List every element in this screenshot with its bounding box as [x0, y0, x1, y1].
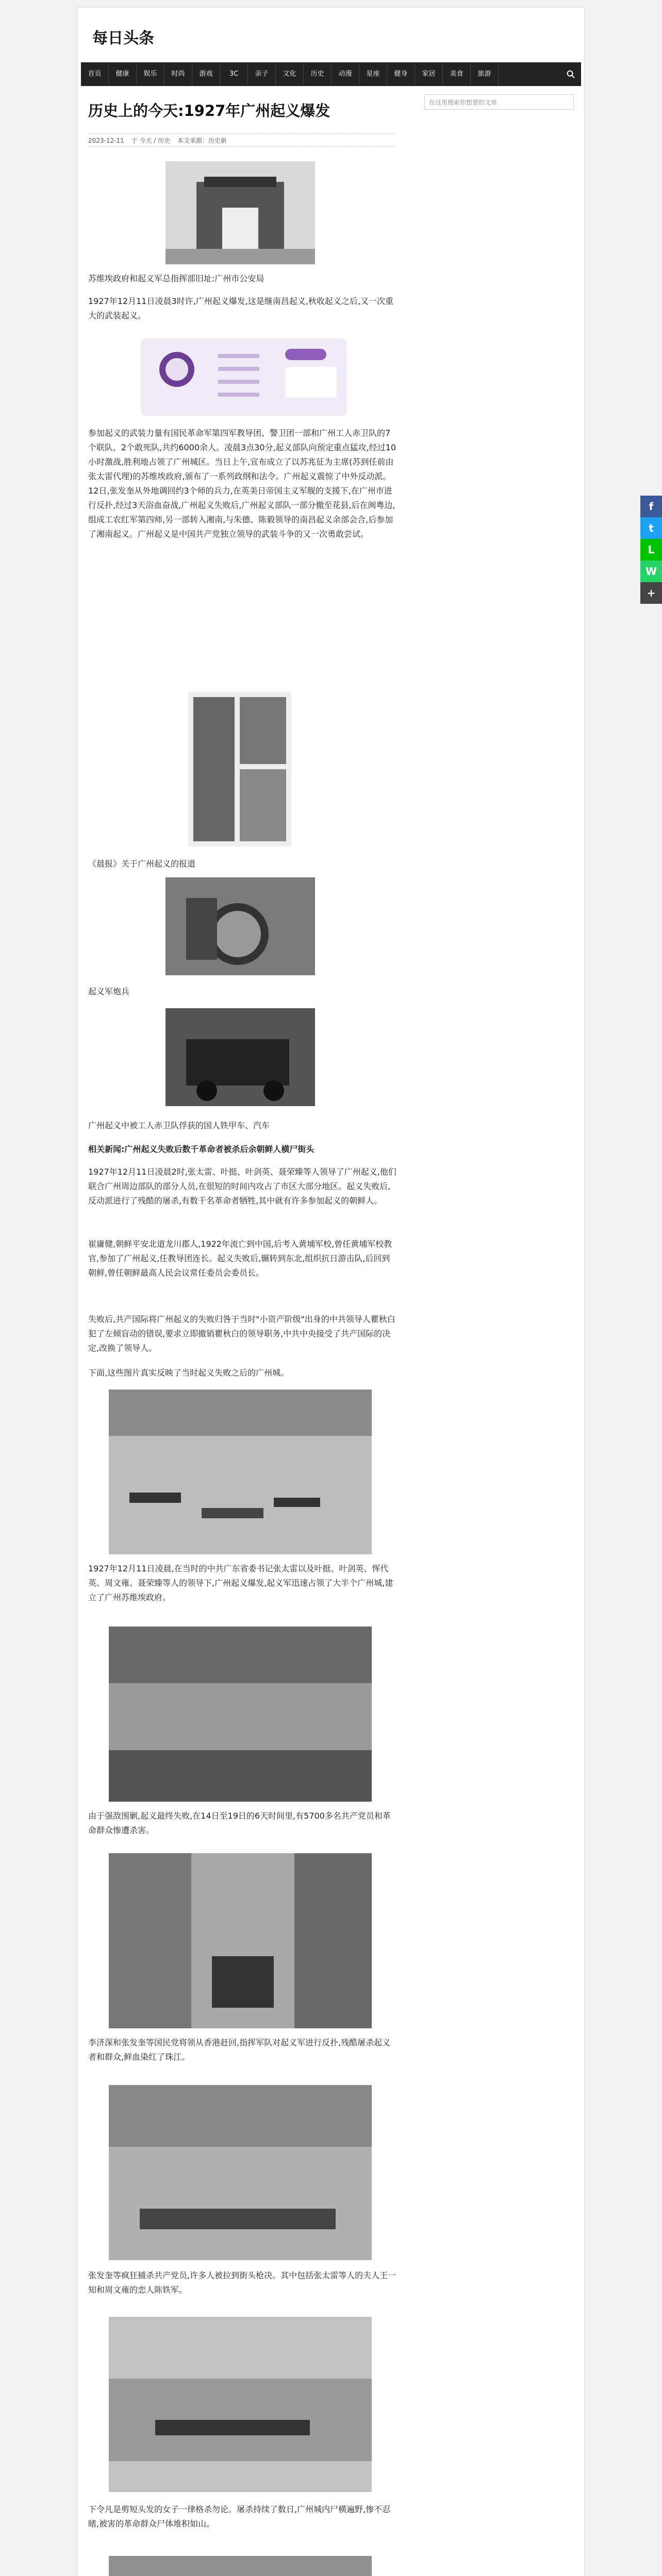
article-paragraph: 崔庸健,朝鲜平安北道龙川郡人,1922年流亡到中国,后考入黄埔军校,曾任黄埔军校教官,参加了广州起义,任教导团连长。起义失败后,辗转到东北,组织抗日游击队,后回到朝鲜,曾任朝鲜最高人民会议常任委员会委员长。	[88, 1239, 392, 1278]
article-paragraph: 1927年12月11日凌晨,在当时的中共广东省委书记张太雷以及叶挺、叶剑英、恽代英、周文雍、聂荣臻等人的领导下,广州起义爆发,起义军迅速占领了大半个广州城,建立了广州苏维埃政府。	[88, 1564, 393, 1602]
image-caption: 《晨报》关于广州起义的报道	[88, 859, 196, 869]
more-share-icon[interactable]: +	[640, 582, 662, 604]
main-nav	[81, 62, 581, 86]
site-header	[78, 8, 584, 62]
article-image	[188, 692, 291, 846]
nav-item[interactable]: 游戏	[192, 62, 220, 86]
nav-item[interactable]: 健康	[109, 62, 137, 86]
line-share-icon[interactable]: L	[640, 539, 662, 561]
article-image	[166, 1008, 315, 1106]
article-source: 本文来源：历史新	[177, 137, 227, 144]
article-date: 2023-12-11	[88, 137, 124, 144]
article-meta	[88, 133, 395, 147]
nav-item[interactable]: 星座	[359, 62, 387, 86]
nav-item[interactable]: 亲子	[248, 62, 276, 86]
nav-item[interactable]: 家居	[415, 62, 443, 86]
nav-item[interactable]: 娱乐	[137, 62, 164, 86]
related-news-link[interactable]: 相关新闻:广州起义失败后数千革命者被杀后余朝鲜人横尸街头	[88, 1144, 315, 1154]
twitter-share-icon[interactable]: t	[640, 517, 662, 539]
nav-item[interactable]: 旅游	[471, 62, 499, 86]
nav-item[interactable]: 首页	[81, 62, 109, 86]
article-paragraph: 下面,这些图片真实反映了当时起义失败之后的广州城。	[88, 1368, 289, 1378]
zodiac-infographic	[141, 338, 347, 416]
whatsapp-share-icon[interactable]: W	[640, 561, 662, 582]
page-container	[77, 7, 585, 2576]
article-image	[109, 2317, 372, 2492]
sidebar	[424, 94, 574, 110]
article-paragraph: 张发奎等疯狂捕杀共产党员,许多人被拉到街头枪决。其中包括张太雷等人的夫人王一知和周文雍的恋人陈铁军。	[88, 2270, 396, 2295]
image-caption: 广州起义中被工人赤卫队俘获的国人铁甲车、汽车	[88, 1121, 270, 1130]
article-title: 历史上的今天:1927年广州起义爆发	[88, 102, 330, 120]
nav-item[interactable]: 文化	[276, 62, 304, 86]
nav-item[interactable]: 历史	[304, 62, 332, 86]
article-paragraph: 失败后,共产国际将广州起义的失败归咎于当时"小资产阶级"出身的中共领导人瞿秋白犯了左倾盲动的错误,要求立即撤销瞿秋白的领导职务,中共中央接受了共产国际的决定,改换了领导人。	[88, 1314, 395, 1353]
article-paragraph: 1927年12月11日凌晨2时,张太雷、叶挺、叶剑英、聂荣臻等人领导了广州起义,他们联合广州周边部队的部分人员,在很短的时间内攻占了市区大部分地区。起义失败后,反动派进行了残酷的屠杀,有数千名革命者牺牲,其中就有许多参加起义的朝鲜人。	[88, 1167, 396, 1206]
article-image	[109, 1853, 372, 2028]
facebook-share-icon[interactable]: f	[640, 496, 662, 517]
article-paragraph: 1927年12月11日凌晨3时许,广州起义爆发,这是继南昌起义,秋收起义之后,又一次重大的武装起义。	[88, 296, 393, 320]
image-caption: 起义军炮兵	[88, 987, 130, 996]
nav-item[interactable]: 时尚	[164, 62, 192, 86]
article-image	[109, 2085, 372, 2260]
article-paragraph: 由于强敌围剿,起义最终失败,在14日至19日的6天时间里,有5700多名共产党员和革命群众惨遭杀害。	[88, 1811, 391, 1835]
article-paragraph: 下令凡是剪短头发的女子一律格杀勿论。屠杀持续了数日,广州城内尸横遍野,惨不忍睹,被害的革命群众尸体堆积如山。	[88, 2504, 391, 2529]
nav-item[interactable]: 3C	[220, 62, 248, 86]
article-image	[109, 1389, 372, 1554]
sidebar-search-input[interactable]: 在这里搜索你想要的文章	[424, 94, 574, 110]
article-image	[166, 877, 315, 975]
article-image	[109, 2556, 372, 2576]
nav-item[interactable]: 动漫	[332, 62, 359, 86]
article-paragraph: 李济深和张发奎等国民党将领从香港赶回,指挥军队对起义军进行反扑,残酷屠杀起义者和群众,鲜血染红了珠江。	[88, 2038, 391, 2062]
article-image	[109, 1626, 372, 1802]
share-bar	[640, 496, 662, 604]
article-paragraph: 参加起义的武装力量有国民革命军第四军教导团、警卫团一部和广州工人赤卫队的7个联队、2个敢死队,共约6000余人。凌晨3点30分,起义部队向预定重点猛攻,经过10小时激战,胜利地占领了广州城区。当日上午,宣布成立了以苏兆征为主席(苏到任前由张太雷代理)的苏维埃政府,颁布了一系列政纲和法令。广州起义震惊了中外反动派。12日,张发奎从外地调回约3个师的兵力,在英美日帝国主义军舰的支援下,在广州市进行反扑,经过3天浴血奋战,广州起义失败后,广州起义部队一部分撤至花县,后在闽粤边,组成工农红军第四师,另一部转入湘南,与朱德、陈毅领导的南昌起义余部会合,后参加了湘南起义。广州起义是中国共产党独立领导的武装斗争的又一次勇敢尝试。	[88, 428, 396, 539]
article-image	[166, 161, 315, 264]
article-category[interactable]: 于 今天 / 历史	[131, 137, 171, 144]
site-logo[interactable]: 每日头条	[92, 29, 154, 47]
nav-item[interactable]: 健身	[387, 62, 415, 86]
nav-item[interactable]: 美食	[443, 62, 471, 86]
image-caption: 苏维埃政府和起义军总指挥部旧址:广州市公安局	[88, 274, 264, 283]
search-icon[interactable]	[560, 62, 581, 86]
